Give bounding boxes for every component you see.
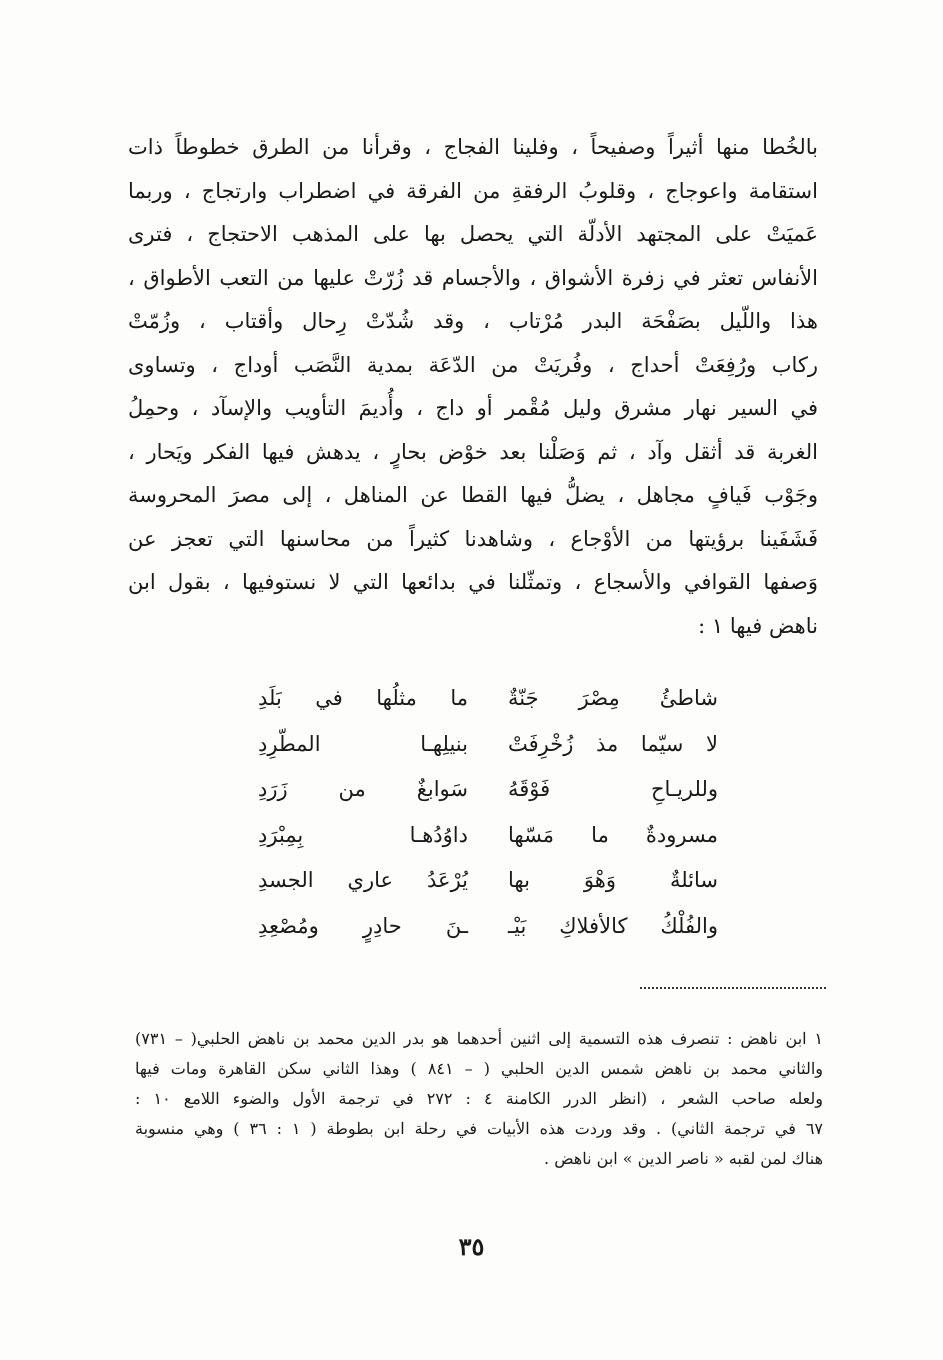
verse-second-hemistich: داوُدُهـا بِمِبْرَدِ xyxy=(258,822,468,847)
verse-first-hemistich: وللريـاحِ فَوْقَهُ xyxy=(508,777,718,801)
body-line: بالخُطا منها أثيراً وصفيحاً ، وفلينا الفجاج ، وقرأنا من الطرق خطوطاً ذات xyxy=(128,135,818,159)
footnote-line: ١ ابن ناهض : تنصرف هذه التسمية إلى اثنين أحدهما هو بدر الدين محمد بن ناهض الحلبي( – ٧٣١) xyxy=(135,1029,823,1048)
body-line: هذا واللّيل بصَفْحَة البدر مُرْتاب ، وقد شُدّتْ رِحال وأقتاب ، وزُمّتْ xyxy=(128,309,818,333)
body-line: وجَوْب فَيافٍ مجاهل ، يضلُّ فيها القطا عن المناهل ، إلى مصرَ المحروسة xyxy=(128,483,818,507)
footnote-line: والثاني محمد بن ناهض شمس الدين الحلبي ( – ٨٤١ ) وهذا الثاني سكن القاهرة ومات فيها xyxy=(135,1059,824,1078)
footnote-line: هناك لمن لقبه « ناصر الدين » ابن ناهض . xyxy=(544,1149,823,1168)
body-line: ناهض فيها ١ : xyxy=(698,613,818,638)
verse xyxy=(258,813,718,859)
verse-first-hemistich: شاطئُ مِصْرَ جَنّةٌ xyxy=(508,686,718,710)
verse-second-hemistich: يُرْعَدُ عاري الجسدِ xyxy=(258,868,468,892)
footnote-line: ولعله صاحب الشعر ، (انظر الدرر الكامنة ٤ : ٢٧٢ في ترجمة الأول والضوء اللامع ١٠ : xyxy=(135,1089,824,1108)
verse-second-hemistich: بنيلِهـا المطّرِدِ xyxy=(258,731,468,756)
verse-second-hemistich: ما مثلُها في بَلَدِ xyxy=(258,686,468,710)
footnote xyxy=(135,1024,823,1174)
body-line: عَميَتْ على المجتهد الأدلّة التي يحصل بها على المذهب الاحتجاج ، فترى xyxy=(128,222,818,246)
body-line: الغربة قد أثقل وآد ، ثم وَصَلْنا بعد خوْض بحارٍ ، يدهش فيها الفكر ويَحار ، xyxy=(128,439,818,464)
verse xyxy=(258,904,718,950)
verse xyxy=(258,767,718,813)
verse xyxy=(258,722,718,768)
body-line: في السير نهار مشرق وليل مُقْمر أو داج ، وأُديمَ التأويب والإسآد ، وحمِلُ xyxy=(128,396,818,420)
verse-second-hemistich: ـنَ حادِرٍ ومُصْعِدِ xyxy=(258,913,468,938)
verse xyxy=(258,858,718,904)
poem xyxy=(258,676,718,949)
body-line: الأنفاس تعثر في زفرة الأشواق ، والأجسام قد زُرّتْ عليها من التعب الأطواق ، xyxy=(128,265,818,290)
verse-second-hemistich: سَوابغٌ من زَرَدِ xyxy=(258,777,468,801)
body-line: وَصفها القوافي والأسجاع ، وتمثّلنا في بدائعها التي لا نستوفيها ، بقول ابن xyxy=(128,570,818,594)
verse xyxy=(258,676,718,722)
body-line: فَشَفَينا برؤيتها من الأوْجاع ، وشاهدنا كثيراً من محاسنها التي تعجز عن xyxy=(128,526,818,551)
body-line: استقامة واعوجاج ، وقلوبُ الرفقةِ من الفرقة في اضطراب وارتجاج ، وربما xyxy=(128,178,818,203)
body-paragraph xyxy=(128,126,818,648)
verse-first-hemistich: مسرودةٌ ما مَسّها xyxy=(508,822,718,847)
body-line: ركاب ورُفِعَتْ أحداج ، وفُريَتْ من الدّعَة بمدية النَّصَب أوداج ، وتساوى xyxy=(128,352,818,377)
footnote-line: ٦٧ في ترجمة الثاني) . وقد وردت هذه الأبيات في رحلة ابن بطوطة ( ١ : ٣٦ ) وهي منسوبة xyxy=(135,1119,824,1138)
verse-first-hemistich: والفُلْكُ كالأفلاكِ بَيْـ xyxy=(508,913,718,938)
page-number: ٣٥ xyxy=(458,1232,485,1261)
footnote-separator xyxy=(640,987,826,989)
verse-first-hemistich: سائلةٌ وَهْوَ بها xyxy=(508,868,718,892)
verse-first-hemistich: لا سيّما مذ زُخْرِفَتْ xyxy=(508,731,718,756)
